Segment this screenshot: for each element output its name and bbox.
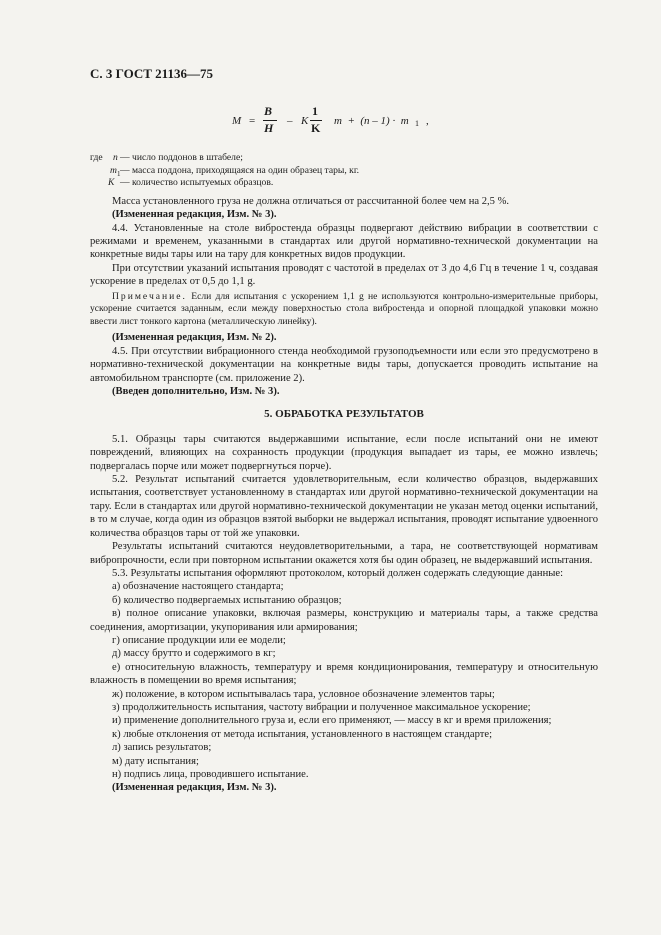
paragraph: 5.1. Образцы тары считаются выдержавшими испытание, если после испытаний они не имеют повреждений, влияющих на сохранность продукции (продукция выпадает из тары, ее можно извлечь; подвергалась порче или может подвергнуться порче). [90, 433, 598, 472]
section-heading: 5. ОБРАБОТКА РЕЗУЛЬТАТОВ [264, 408, 424, 421]
list-item: м) дату испытания; [112, 755, 199, 767]
definition-row [90, 152, 598, 165]
definition-symbol: n [113, 152, 118, 163]
paragraph: При отсутствии указаний испытания проводят с частотой в пределах от 3 до 4,6 Гц в течение 1 ч, создавая ускорение в пределах от 0,5 до 1,1 g. [90, 262, 598, 288]
list-item: и) применение дополнительного груза и, если его применяют, — массу в кг и время приложения; [112, 715, 552, 727]
list-item: е) относительную влажность, температуру и время кондиционирования, температуру и относительную влажность в помещении во время испытания; [90, 661, 598, 687]
note-text: Если для испытания с ускорением 1,1 g не используются контрольно-измерительные приборы, ускорение считается заданным, если между поверхностью стола вибростенда и опорной площадкой упаковки можно ввести лист тонкого картона (металлическую линейку). [90, 290, 598, 327]
definition-row [90, 177, 598, 190]
definition-desc: — число поддонов в штабеле; [120, 152, 243, 163]
note-paragraph [90, 291, 598, 329]
definition-symbol: K [108, 177, 115, 189]
paragraph: 5.3. Результаты испытания оформляют протоколом, который должен содержать следующие данные: [112, 567, 564, 579]
formula-rest: m + (n – 1) · m [334, 115, 409, 127]
paragraph: Масса установленного груза не должна отличаться от рассчитанной более чем на 2,5 %. [112, 195, 510, 207]
formula-frac1-den: Н [264, 121, 274, 135]
mass-formula [232, 104, 452, 140]
edition-note: (Измененная редакция, Изм. № 3). [112, 782, 277, 794]
formula-frac2-den: K [311, 121, 321, 135]
page-header: С. 3 ГОСТ 21136—75 [90, 66, 213, 81]
note-label: Примечание. [112, 290, 187, 302]
list-item: к) любые отклонения от метода испытания, установленного в настоящем стандарте; [112, 728, 493, 740]
definition-prefix: где [90, 152, 103, 163]
formula-minus: – [287, 115, 293, 127]
formula-eq: = [249, 115, 256, 127]
paragraph: Результаты испытаний считаются неудовлетворительными, а тара, не соответствующей нормативам вибропрочности, если при повторном испытании окажется хотя бы один образец, не выдержавший испытания. [90, 541, 598, 566]
list-item: н) подпись лица, проводившего испытание. [112, 769, 309, 780]
list-item: з) продолжительность испытания, частоту вибрации и полученное максимальное ускорение; [112, 701, 531, 713]
formula-sub: 1 [415, 119, 419, 128]
list-item: а) обозначение настоящего стандарта; [112, 581, 284, 593]
list-item: б) количество подвергаемых испытанию образцов; [112, 594, 342, 606]
definition-desc: — количество испытуемых образцов. [120, 177, 274, 189]
list-item: г) описание продукции или ее модели; [112, 634, 286, 646]
formula-comma: , [426, 115, 429, 127]
body-text [90, 152, 598, 795]
definition-symbol-sub: 1 [117, 169, 121, 178]
list-item: л) запись результатов; [112, 742, 212, 754]
formula-frac1-num: В [264, 104, 273, 118]
list-item: ж) положение, в котором испытывалась тара, условное обозначение элементов тары; [112, 688, 495, 700]
formula-frac2-num: 1 [312, 104, 318, 118]
paragraph: 4.5. При отсутствии вибрационного стенда необходимой грузоподъемности или если это предусмотрено в нормативно-технической документации на конкретные виды тары, допускается проводить испытание на автомобильном транспорте (см. приложение 2). [90, 345, 598, 384]
list-item: д) массу брутто и содержимого в кг; [112, 648, 276, 660]
paragraph: 4.4. Установленные на столе вибростенда образцы подвергают действию вибрации в соответствии с режимами и временем, указанными в стандартах или другой нормативно-технической документации на конкретные виды тары или на тару для конкретных видов продукции. [90, 222, 598, 261]
edition-note: (Измененная редакция, Изм. № 3). [112, 209, 277, 221]
list-item: в) полное описание упаковки, включая размеры, конструкцию и материалы тары, а также средства соединения, амортизации, укупоривания или армирования; [90, 608, 598, 633]
definition-row [90, 165, 598, 178]
formula-definitions [90, 152, 598, 190]
definition-desc: — масса поддона, приходящаяся на один образец тары, кг. [120, 164, 360, 176]
edition-note: (Введен дополнительно, Изм. № 3). [112, 386, 280, 398]
edition-note: (Измененная редакция, Изм. № 2). [112, 332, 277, 344]
formula-lhs: M [232, 115, 242, 127]
formula-k: K [301, 115, 309, 127]
definition-symbol: m [110, 164, 117, 176]
paragraph: 5.2. Результат испытаний считается удовлетворительным, если количество образцов, выдержавших испытания, соответствует установленному в стандартах или другой нормативно-технической документации на тару. Если в стандартах или другой нормативно-технической документации не указан метод оценки испытаний, в то м случае, когда один из образцов взятой выборки не выдержал испытания, проводят испытание удвоенного количества образцов тары от той же упаковки. [90, 474, 598, 539]
